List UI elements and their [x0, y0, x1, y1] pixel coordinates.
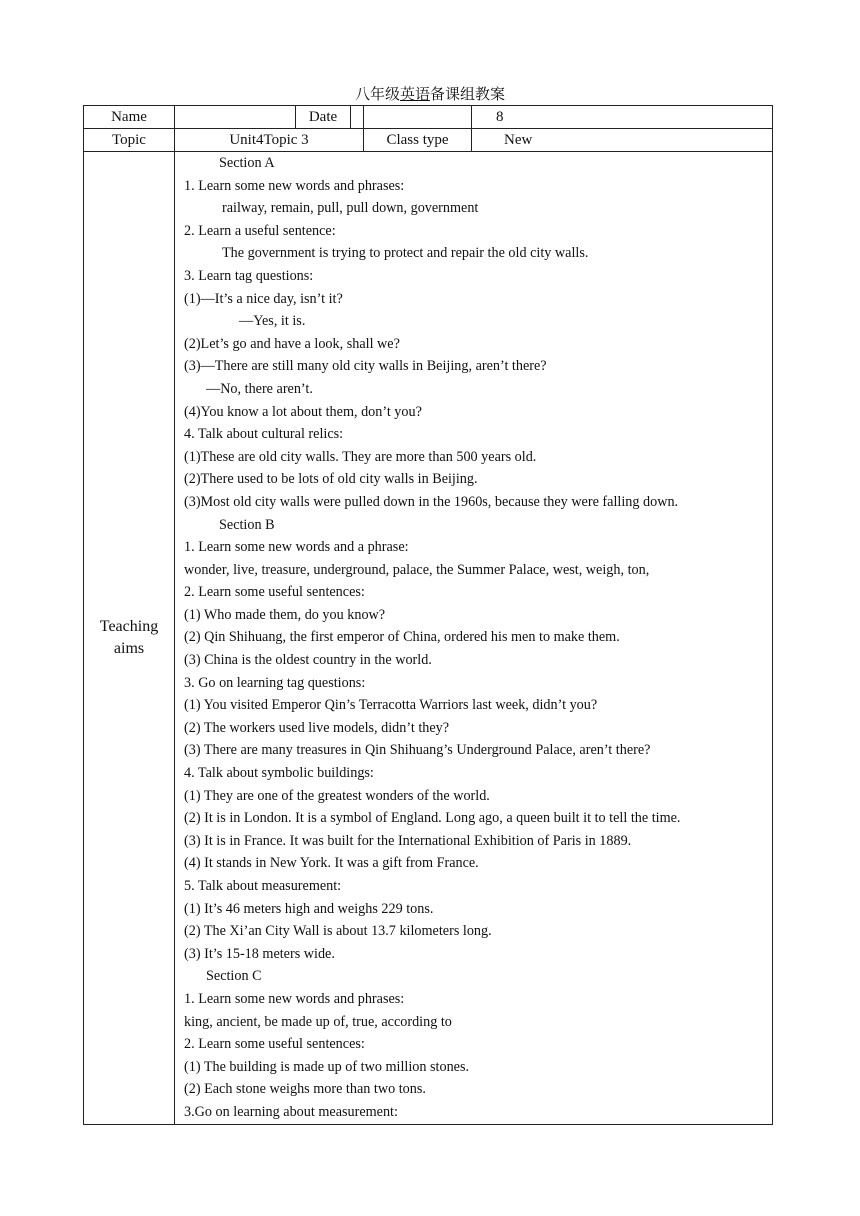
section-a-heading: Section A: [219, 155, 275, 171]
topic-value: Unit4Topic 3: [175, 129, 364, 152]
aim-line: wonder, live, treasure, underground, palace, the Summer Palace, west, weigh, ton,: [184, 561, 650, 578]
class-type-label: Class type: [364, 129, 472, 152]
header-row-2: [84, 129, 773, 152]
aim-line: (2) The Xi’an City Wall is about 13.7 kilometers long.: [184, 923, 492, 940]
lesson-plan-table: [83, 105, 773, 1125]
section-b-heading: Section B: [219, 516, 275, 533]
teaching-aims-content: [175, 152, 773, 1125]
aim-line: (1) You visited Emperor Qin’s Terracotta Warriors last week, didn’t you?: [184, 697, 598, 714]
title-suffix: 备课组教案: [430, 87, 506, 103]
aim-line: 4. Talk about cultural relics:: [184, 426, 344, 443]
aim-line: (4)You know a lot about them, don’t you?: [184, 403, 422, 420]
aim-line: (2) Each stone weighs more than two tons.: [184, 1081, 426, 1098]
class-type-value: New: [472, 129, 773, 152]
aim-line: (3)—There are still many old city walls in Beijing, aren’t there?: [184, 358, 547, 375]
aim-line: 3. Learn tag questions:: [184, 267, 314, 284]
teaching-aims-label-line2: aims: [113, 639, 145, 657]
aim-line: (2)There used to be lots of old city walls in Beijing.: [184, 471, 478, 488]
aim-line: (3) It’s 15-18 meters wide.: [184, 945, 335, 962]
aim-line: 5. Talk about measurement:: [184, 878, 342, 894]
aim-line: 2. Learn some useful sentences:: [184, 1036, 365, 1053]
aim-line: (2)Let’s go and have a look, shall we?: [184, 335, 400, 352]
aim-line: (1) The building is made up of two million stones.: [184, 1058, 470, 1075]
aim-line: (1)—It’s a nice day, isn’t it?: [184, 290, 343, 307]
teaching-aims-label: [84, 152, 175, 1125]
aim-line: 4. Talk about symbolic buildings:: [184, 765, 374, 782]
aim-line: (1) They are one of the greatest wonders of the world.: [184, 787, 490, 804]
aim-line: (3) There are many treasures in Qin Shihuang’s Underground Palace, aren’t there?: [184, 742, 651, 759]
aim-line: (1)These are old city walls. They are more than 500 years old.: [184, 448, 537, 465]
date-value-2: [364, 106, 472, 129]
teaching-aims-row: [84, 152, 773, 1125]
aim-line: (2) The workers used live models, didn’t they?: [184, 719, 450, 736]
aim-line: king, ancient, be made up of, true, according to: [184, 1013, 452, 1030]
aim-line: (1) Who made them, do you know?: [184, 606, 386, 623]
aim-line: (3) China is the oldest country in the world.: [184, 652, 432, 669]
aim-line: 2. Learn a useful sentence:: [184, 222, 336, 239]
date-label: Date: [296, 106, 351, 129]
aim-line: The government is trying to protect and repair the old city walls.: [222, 245, 589, 262]
name-value: [175, 106, 296, 129]
title-subject: 英语: [399, 87, 430, 103]
aim-line: (2) It is in London. It is a symbol of England. Long ago, a queen built it to tell the time.: [184, 810, 681, 827]
section-c-heading: Section C: [206, 968, 262, 985]
aim-line: 2. Learn some useful sentences:: [184, 584, 365, 601]
aim-line: 1. Learn some new words and a phrase:: [184, 539, 409, 556]
date-value-1: [351, 106, 364, 129]
aim-line: (3) It is in France. It was built for the International Exhibition of Paris in 1889.: [184, 832, 632, 849]
aim-line: 3.Go on learning about measurement:: [184, 1103, 398, 1120]
aim-line: railway, remain, pull, pull down, government: [222, 200, 479, 217]
page-title: [0, 85, 860, 105]
aim-line: —Yes, it is.: [239, 313, 306, 330]
aim-line: 1. Learn some new words and phrases:: [184, 990, 405, 1007]
aim-line: 3. Go on learning tag questions:: [184, 674, 366, 691]
aim-line: —No, there aren’t.: [206, 380, 313, 397]
teaching-aims-label-line1: Teaching: [99, 617, 159, 635]
aim-line: 1. Learn some new words and phrases:: [184, 177, 405, 194]
aim-line: (1) It’s 46 meters high and weighs 229 tons.: [184, 900, 434, 917]
lesson-number: 8: [472, 106, 773, 129]
aim-line: (2) Qin Shihuang, the first emperor of China, ordered his men to make them.: [184, 629, 620, 646]
aim-line: (4) It stands in New York. It was a gift from France.: [184, 855, 479, 872]
name-label: Name: [84, 106, 175, 129]
header-row-1: [84, 106, 773, 129]
title-grade: 八年级: [354, 87, 400, 103]
aim-line: (3)Most old city walls were pulled down in the 1960s, because they were falling down.: [184, 493, 679, 510]
topic-label: Topic: [84, 129, 175, 152]
